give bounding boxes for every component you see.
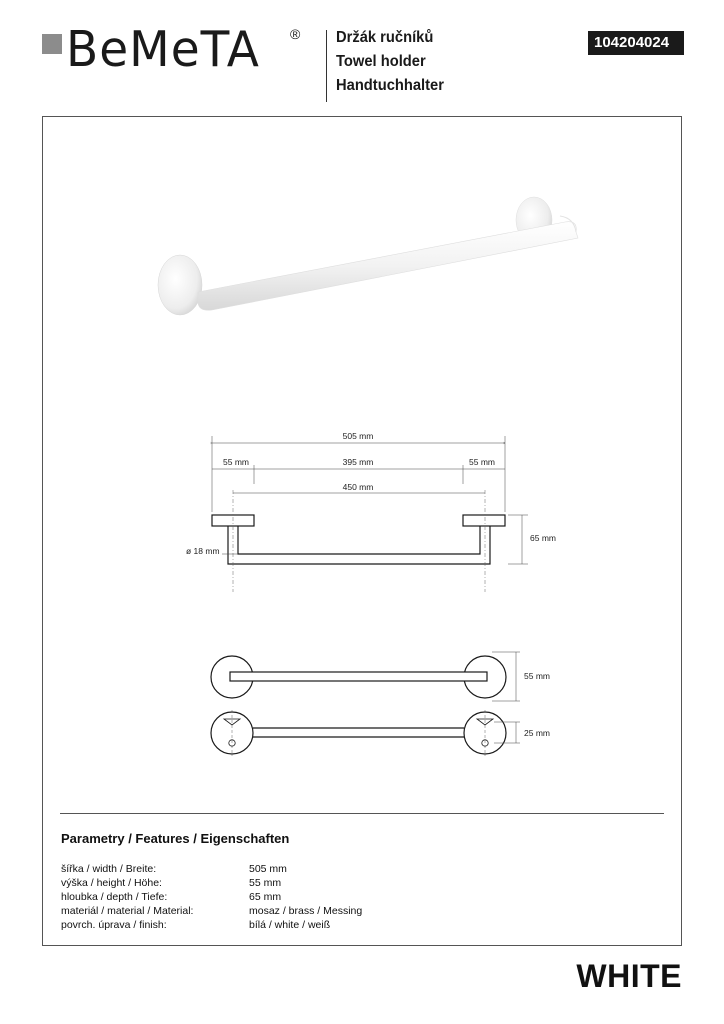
back-view [211,712,506,754]
dim-left-rosette: 55 mm [223,457,249,467]
finish-label: WHITE [576,958,682,994]
spec-value: mosaz / brass / Messing [249,905,363,917]
mount-holes [224,719,493,746]
title-en: Towel holder [336,53,426,70]
dim-depth: 65 mm [530,533,556,543]
front-view [212,515,505,564]
registered-mark: ® [290,26,301,42]
spec-value: 55 mm [249,877,282,889]
dim-centers: 450 mm [342,482,374,492]
spec-value: bílá / white / weiß [249,919,331,931]
spec-value: 65 mm [249,891,282,903]
logo-text: BeMeTA [66,20,260,79]
features-separator [60,813,664,814]
spec-label: šířka / width / Breite: [61,863,157,875]
title-cz: Držák ručníků [336,29,434,46]
dim-tube-diameter: ø 18 mm [186,546,220,556]
dim-height: 55 mm [524,671,550,681]
render-rosette-left [158,255,202,315]
features-title: Parametry / Features / Eigenschaften [61,831,290,846]
dim-screw-offset: 25 mm [524,728,550,738]
title-de: Handtuchhalter [336,77,444,94]
spec-label: výška / height / Höhe: [61,877,162,889]
spec-label: povrch. úprava / finish: [61,919,167,931]
dim-total-width: 505 mm [342,431,374,441]
render-bar [198,222,578,311]
product-render [158,197,578,315]
spec-label: materiál / material / Material: [61,905,194,917]
spec-label: hloubka / depth / Tiefe: [61,891,168,903]
product-code-badge: 104204024 [588,31,684,55]
spec-value: 505 mm [249,863,287,875]
dim-right-rosette: 55 mm [469,457,495,467]
dim-inner-span: 395 mm [342,457,374,467]
top-view [211,656,506,698]
